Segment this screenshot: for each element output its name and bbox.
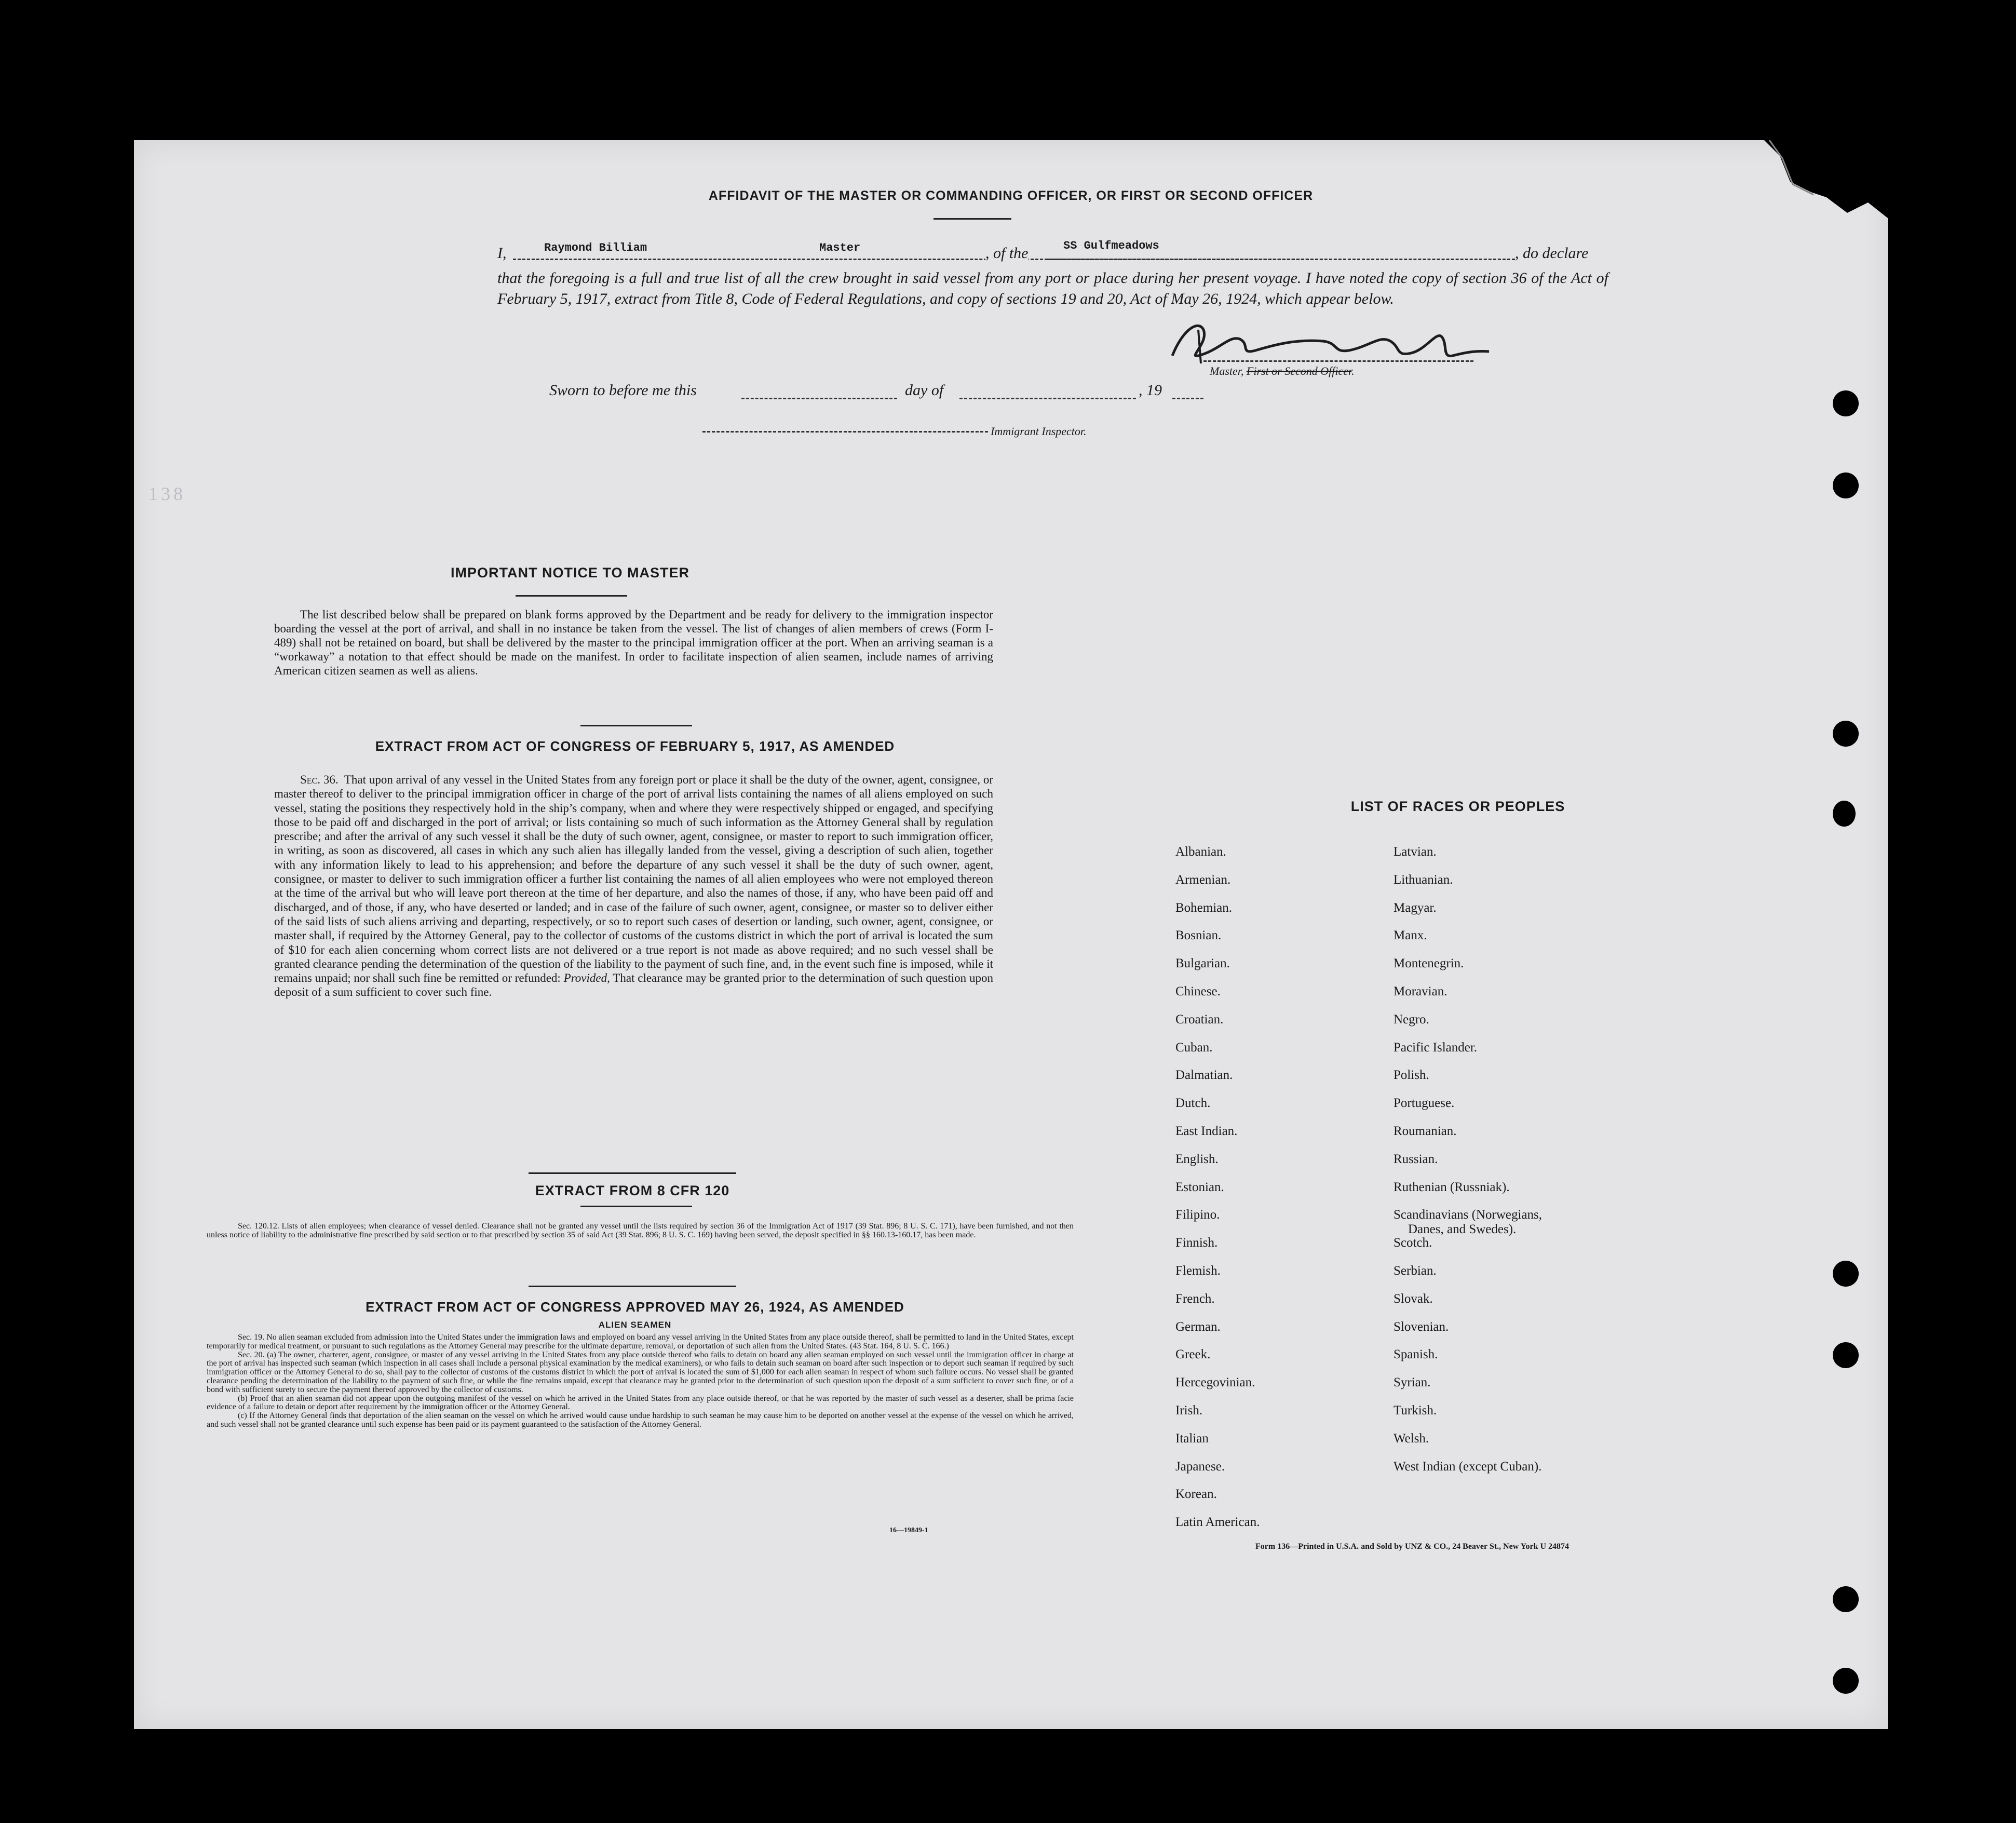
race-item: Cuban.	[1175, 1040, 1213, 1055]
race-item: Bulgarian.	[1175, 956, 1230, 971]
notice-heading: IMPORTANT NOTICE TO MASTER	[451, 565, 689, 580]
race-item: Ruthenian (Russniak).	[1393, 1180, 1510, 1194]
race-item: Scandinavians (Norwegians,	[1393, 1208, 1543, 1222]
notice-rule	[516, 595, 627, 597]
section-rule-1	[580, 725, 692, 726]
race-item: Dalmatian.	[1175, 1068, 1233, 1083]
inspector-caption: Immigrant Inspector.	[991, 425, 1087, 438]
sec-19-text: Sec. 19. No alien seaman excluded from admission into the United States under the immigration laws and employed on board any vessel arriving in the United States from any place outside thereof, shall be permitted to land in the United States, except temporarily for medical treatment, or pursuant to such regulations as the Attorney General may prescribe for the ultimate departure, removal, or deportation of such alien from the United States. (43 Stat. 164, 8 U. S. C. 166.)	[207, 1333, 1074, 1351]
extract-cfr-body: Sec. 120.12. Lists of alien employees; when clearance of vessel denied. Clearance shall not be granted any vessel until the lists required by section 36 of the Immigration Act of 1917 (39 Stat. 896; 8 U. S. C. 171), have been furnished, and not then unless notice of liability to the administrative fine prescribed by said section or to that prescribed by section 35 of said Act (39 Stat. 896; 8 U. S. C. 169) having been served, the deposit specified in §§ 160.13-160.17, has been made.	[207, 1222, 1074, 1239]
race-item: Russian.	[1393, 1152, 1438, 1166]
races-heading: LIST OF RACES OR PEOPLES	[1350, 799, 1565, 814]
race-item: German.	[1175, 1319, 1221, 1334]
race-item: Portuguese.	[1393, 1096, 1455, 1111]
caption-struck-officer: First or Second Officer	[1246, 364, 1352, 377]
year-text: , 19	[1139, 382, 1162, 399]
race-item: Filipino.	[1175, 1208, 1220, 1222]
sec-36-provided: Provided,	[563, 971, 610, 985]
race-item: Croatian.	[1175, 1012, 1224, 1027]
sworn-year-line	[1172, 398, 1203, 399]
race-item: West Indian (except Cuban).	[1393, 1459, 1542, 1474]
race-item: Lithuanian.	[1393, 872, 1453, 887]
race-item: English.	[1175, 1152, 1219, 1166]
race-item: Bohemian.	[1175, 900, 1233, 915]
race-item: Italian	[1175, 1431, 1209, 1446]
declaration-line	[497, 239, 1608, 266]
race-item: Armenian.	[1175, 872, 1231, 887]
title-rule	[933, 218, 1011, 220]
race-item: Welsh.	[1393, 1431, 1429, 1446]
binder-hole	[1833, 1668, 1859, 1694]
extract-1917-heading: EXTRACT FROM ACT OF CONGRESS OF FEBRUARY 5, 1917, AS AMENDED	[375, 738, 895, 754]
race-item: Finnish.	[1175, 1236, 1218, 1250]
race-item: Greek.	[1175, 1347, 1211, 1362]
binder-hole	[1833, 1342, 1859, 1368]
sworn-day-line	[741, 398, 897, 399]
printer-imprint: Form 136—Printed in U.S.A. and Sold by UNZ & CO., 24 Beaver St., New York U 24874	[1255, 1542, 1569, 1551]
affidavit-title: AFFIDAVIT OF THE MASTER OR COMMANDING OFFICER, OR FIRST OR SECOND OFFICER	[708, 188, 1314, 203]
signature-caption	[1210, 364, 1355, 378]
print-code: 16—19849-1	[889, 1527, 928, 1534]
race-item: Flemish.	[1175, 1264, 1221, 1278]
binder-hole	[1833, 390, 1859, 416]
sec-36-text: That upon arrival of any vessel in the United States from any foreign port or place it shall be the duty of the owner, agent, consignee, or master thereof to deliver to the principal immigration officer in charge of the port of arrival lists containing the names of all aliens employed on such vessel, stating the positions they respectively hold in the ship’s company, when and where they were respectively shipped or engaged, and specifying those to be paid off and discharged in the port of arrival; or lists containing so much of such information as the Attorney General shall by regulation prescribe; and after the arrival of any such vessel it shall be the duty of such owner, agent, consignee, or master to report to such immigration officer, in writing, as soon as discovered, all cases in which any such alien has illegally landed from the vessel, giving a description of such alien, together with any information likely to lead to his apprehension; and before the departure of any such vessel it shall be the duty of such owner, agent, consignee, or master to deliver to such immigration officer a further list containing the names of all alien employees who were not employed thereon at the time of the arrival but who will leave port thereon at the time of her departure, and also the names of those, if any, who have been paid off and discharged, and of those, if any, who have deserted or landed; and in case of the failure of such owner, agent, consignee, or master so to deliver either of the said lists of such aliens arriving and departing, respectively, or so to report such cases of desertion or landing, such owner, agent, consignee, or master shall, if required by the Attorney General, pay to the collector of customs of the customs district in which the port of arrival is located the sum of $10 for each alien concerning whom correct lists are not delivered or a true report is not made as above required; and no such vessel shall be granted clearance pending the determination of the question of the liability to the payment of such fine, and, in the event such fine is imposed, while it remains unpaid; nor shall such fine be remitted or refunded:	[274, 773, 993, 985]
race-item: French.	[1175, 1291, 1215, 1306]
do-declare-text: , do declare	[1515, 245, 1589, 262]
sec-20a-text: Sec. 20. (a) The owner, charterer, agent, consignee, or master of any vessel arriving in the United States from any place outside thereof who fails to detain on board any alien seaman employed on such vessel until the immigration officer in charge at the port of arrival has inspected such seaman (which inspection in all cases shall include a personal physical examination by the medical examiners), or who fails to detain such seaman on board after such inspection or to deport such seaman if required by such immigration officer or the Attorney General to do so, shall pay to the collector of customs of the customs district in which the port of arrival is located the sum of $1,000 for each alien seaman in respect of whom such failure occurs. No vessel shall be granted clearance pending the determination of the liability to the payment of such fine, or while the fine remains unpaid, except that clearance may be granted prior to the determination of such question upon the deposit of a sum sufficient to cover such fine, or of a bond with sufficient surety to secure the payment thereof approved by the collector of customs.	[207, 1350, 1074, 1394]
race-item: Polish.	[1393, 1068, 1429, 1083]
race-item: Moravian.	[1393, 984, 1447, 998]
signature-line	[1203, 360, 1473, 362]
ship-field-line	[1048, 259, 1515, 260]
sworn-month-line	[959, 398, 1136, 399]
sec-20c-text: (c) If the Attorney General finds that deportation of the alien seaman on the vessel on which he arrived would cause undue hardship to such seaman he may cause him to be deported on another vessel at the expense of the vessel on which he arrived, and such vessel shall not be granted clearance until such expense has been paid or its payment guaranteed to the satisfaction of the Attorney General.	[207, 1411, 1074, 1429]
race-item: Latin American.	[1175, 1515, 1260, 1530]
declaration-prefix: I,	[497, 245, 507, 262]
race-item: Estonian.	[1175, 1180, 1224, 1194]
race-item: Dutch.	[1175, 1096, 1211, 1111]
race-item: Japanese.	[1175, 1459, 1225, 1474]
extract-1917-body	[274, 773, 993, 1000]
rank-field: Master	[819, 241, 861, 254]
race-item: Slovenian.	[1393, 1319, 1449, 1334]
affidavit-paragraph: that the foregoing is a full and true list of all the crew brought in said vessel from any port or place during her present voyage. I have noted the copy of section 36 of the Act of February 5, 1917, extract from Title 8, Code of Federal Regulations, and copy of sections 19 and 20, Act of May 26, 1924, which appear below.	[497, 269, 1608, 307]
race-item: Latvian.	[1393, 845, 1437, 859]
binder-hole	[1833, 1261, 1859, 1287]
binder-hole	[1833, 1586, 1859, 1612]
notice-body: The list described below shall be prepared on blank forms approved by the Department and be ready for delivery to the immigration inspector boarding the vessel at the port of arrival, and shall in no instance be taken from the vessel. The list of changes of alien members of crews (Form I-489) shall not be retained on board, but shall be delivered by the master to the principal immigration officer at the port. When an arriving seaman is a “workaway” a notation to that effect should be made on the manifest. In order to facilitate inspection of alien seamen, include names of arriving American citizen seamen as well as aliens.	[274, 608, 993, 677]
race-item: Korean.	[1175, 1487, 1217, 1502]
inspector-signature-line	[702, 431, 988, 433]
race-item: Pacific Islander.	[1393, 1040, 1478, 1055]
extract-1924-body	[207, 1333, 1074, 1429]
race-item: Montenegrin.	[1393, 956, 1464, 971]
sworn-line	[549, 380, 1328, 403]
alien-seamen-subheading: ALIEN SEAMEN	[598, 1320, 672, 1330]
extract-1924-heading: EXTRACT FROM ACT OF CONGRESS APPROVED MAY 26, 1924, AS AMENDED	[366, 1299, 904, 1315]
extract-cfr-heading: EXTRACT FROM 8 CFR 120	[535, 1183, 730, 1198]
ship-name-field: SS Gulfmeadows	[1063, 239, 1159, 252]
race-item: Spanish.	[1393, 1347, 1438, 1362]
race-item: Albanian.	[1175, 845, 1226, 859]
day-of-text: day of	[905, 382, 944, 399]
master-name-field: Raymond Billiam	[544, 241, 647, 254]
race-item: Irish.	[1175, 1403, 1203, 1417]
of-the-text: , of the	[985, 243, 1029, 264]
race-item: Manx.	[1393, 928, 1427, 943]
race-item: Slovak.	[1393, 1291, 1433, 1306]
race-item: Syrian.	[1393, 1375, 1431, 1390]
race-item: Turkish.	[1393, 1403, 1437, 1417]
race-item: Roumanian.	[1393, 1124, 1457, 1138]
race-item: East Indian.	[1175, 1124, 1238, 1138]
section-rule-4	[529, 1286, 736, 1287]
race-item: Negro.	[1393, 1012, 1429, 1027]
binder-hole	[1833, 801, 1856, 827]
race-item: Magyar.	[1393, 900, 1437, 915]
sec-36-label: Sec. 36.	[300, 773, 339, 786]
race-item: Scotch.	[1393, 1236, 1432, 1250]
race-item: Bosnian.	[1175, 928, 1222, 943]
section-rule-2	[529, 1172, 736, 1174]
sec-20b-text: (b) Proof that an alien seaman did not appear upon the outgoing manifest of the vessel on which he arrived in the United States from any place outside thereof, or that he was reported by the master of such vessel as a deserter, shall be prima facie evidence of a failure to detain or deport after requirement by the immigration officer or the Attorney General.	[207, 1394, 1074, 1412]
document-sheet	[134, 140, 1888, 1729]
binder-hole	[1833, 472, 1859, 498]
race-item: Danes, and Swedes).	[1408, 1222, 1517, 1237]
sec-36-tail: That clearance may be granted prior to the determination of such question upon deposit of a sum sufficient to cover such fine.	[274, 971, 993, 999]
race-item: Hercegovinian.	[1175, 1375, 1255, 1390]
caption-end: .	[1351, 364, 1355, 377]
race-item: Chinese.	[1175, 984, 1221, 998]
binder-hole	[1833, 721, 1859, 747]
margin-note: 138	[148, 483, 186, 504]
caption-master: Master,	[1210, 364, 1244, 377]
race-item: Serbian.	[1393, 1264, 1437, 1278]
sworn-text: Sworn to before me this	[549, 382, 697, 399]
section-rule-3	[580, 1206, 692, 1207]
master-signature	[1152, 314, 1567, 366]
